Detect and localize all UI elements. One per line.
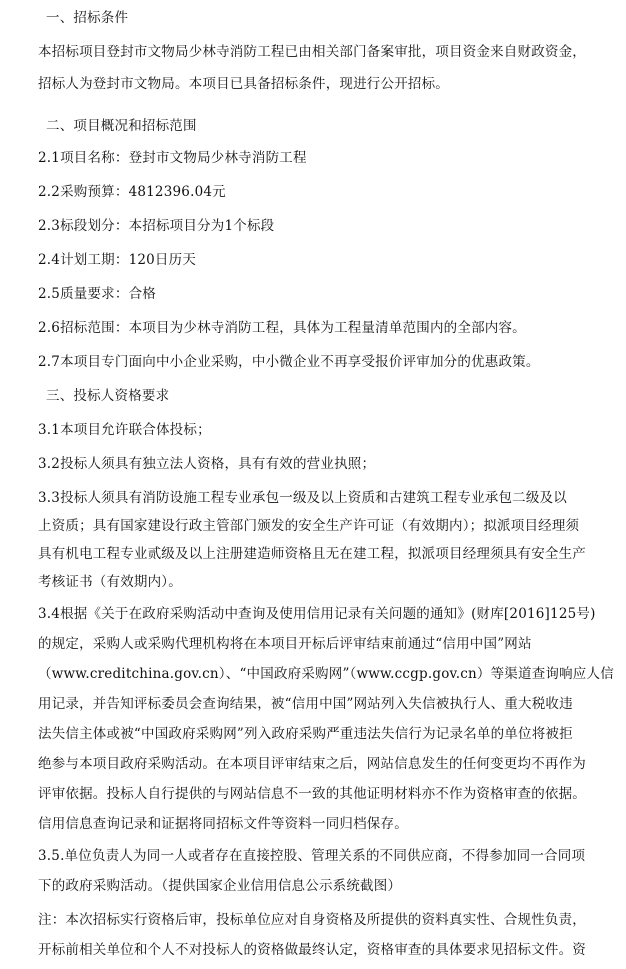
- credit-check-line: 用记录，并告知评标委员会查询结果，被“信用中国”网站列入失信被执行人、重大税收违: [38, 696, 573, 712]
- qualification-line: 上资质；具有国家建设行政主管部门颁发的安全生产许可证（有效期内）；拟派项目经理须: [38, 518, 580, 534]
- paragraph-line: 招标人为登封市文物局。本项目已具备招标条件，现进行公开招标。: [38, 76, 449, 92]
- scope-line: 2.6招标范围：本项目为少林寺消防工程，具体为工程量清单范围内的全部内容。: [38, 320, 526, 336]
- budget-line: 2.2采购预算：4812396.04元: [38, 184, 226, 200]
- note-line: 注：本次招标实行资格后审，投标单位应对自身资格及所提供的资料真实性、合规性负责，: [38, 912, 586, 928]
- project-name-line: 2.1项目名称：登封市文物局少林寺消防工程: [38, 150, 307, 166]
- joint-bidding-line: 3.1本项目允许联合体投标；: [38, 422, 211, 438]
- credit-check-line: 绝参与本项目政府采购活动。在本项目评审结束之后，网站信息发生的任何变更均不再作为: [38, 756, 586, 772]
- section-heading-bidder-qualifications: 三、投标人资格要求: [46, 388, 170, 404]
- affiliation-restriction-line: 下的政府采购活动。（提供国家企业信用信息公示系统截图）: [38, 878, 402, 894]
- qualification-line: 3.3投标人须具有消防设施工程专业承包一级及以上资质和古建筑工程专业承包二级及以: [38, 490, 567, 506]
- credit-check-line: 3.4根据《关于在政府采购活动中查询及使用信用记录有关问题的通知》(财库[2016]125号): [38, 606, 596, 622]
- credit-check-line: 评审依据。投标人自行提供的与网站信息不一致的其他证明材料亦不作为资格审查的依据。: [38, 786, 586, 802]
- legal-person-line: 3.2投标人须具有独立法人资格，具有有效的营业执照；: [38, 456, 376, 472]
- quality-line: 2.5质量要求：合格: [38, 286, 156, 302]
- lot-division-line: 2.3标段划分：本招标项目分为1个标段: [38, 218, 275, 234]
- credit-check-line: 法失信主体或被“中国政府采购网”列入政府采购严重违法失信行为记录名单的单位将被拒: [38, 726, 573, 742]
- affiliation-restriction-line: 3.5.单位负责人为同一人或者存在直接控股、管理关系的不同供应商，不得参加同一合同项: [38, 848, 586, 864]
- note-line: 开标前相关单位和个人不对投标人的资格做最终认定，资格审查的具体要求见招标文件。资: [38, 942, 586, 958]
- qualification-line: 考核证书（有效期内）。: [38, 574, 182, 590]
- credit-check-line: （www.creditchina.gov.cn）、“中国政府采购网”（www.ccgp.gov.cn）等渠道查询响应人信: [38, 666, 614, 682]
- section-heading-project-overview: 二、项目概况和招标范围: [46, 118, 197, 134]
- credit-check-line: 信用信息查询记录和证据将同招标文件等资料一同归档保存。: [38, 816, 408, 832]
- sme-policy-line: 2.7本项目专门面向中小企业采购，中小微企业不再享受报价评审加分的优惠政策。: [38, 354, 540, 370]
- credit-check-line: 的规定，采购人或采购代理机构将在本项目开标后评审结束前通过“信用中国”网站: [38, 636, 532, 652]
- paragraph-line: 本招标项目登封市文物局少林寺消防工程已由相关部门备案审批，项目资金来自财政资金，: [38, 44, 586, 60]
- section-heading-bidding-conditions: 一、招标条件: [46, 10, 129, 26]
- schedule-line: 2.4计划工期：120日历天: [38, 252, 197, 268]
- qualification-line: 具有机电工程专业贰级及以上注册建造师资格且无在建工程，拟派项目经理须具有安全生产: [38, 546, 586, 562]
